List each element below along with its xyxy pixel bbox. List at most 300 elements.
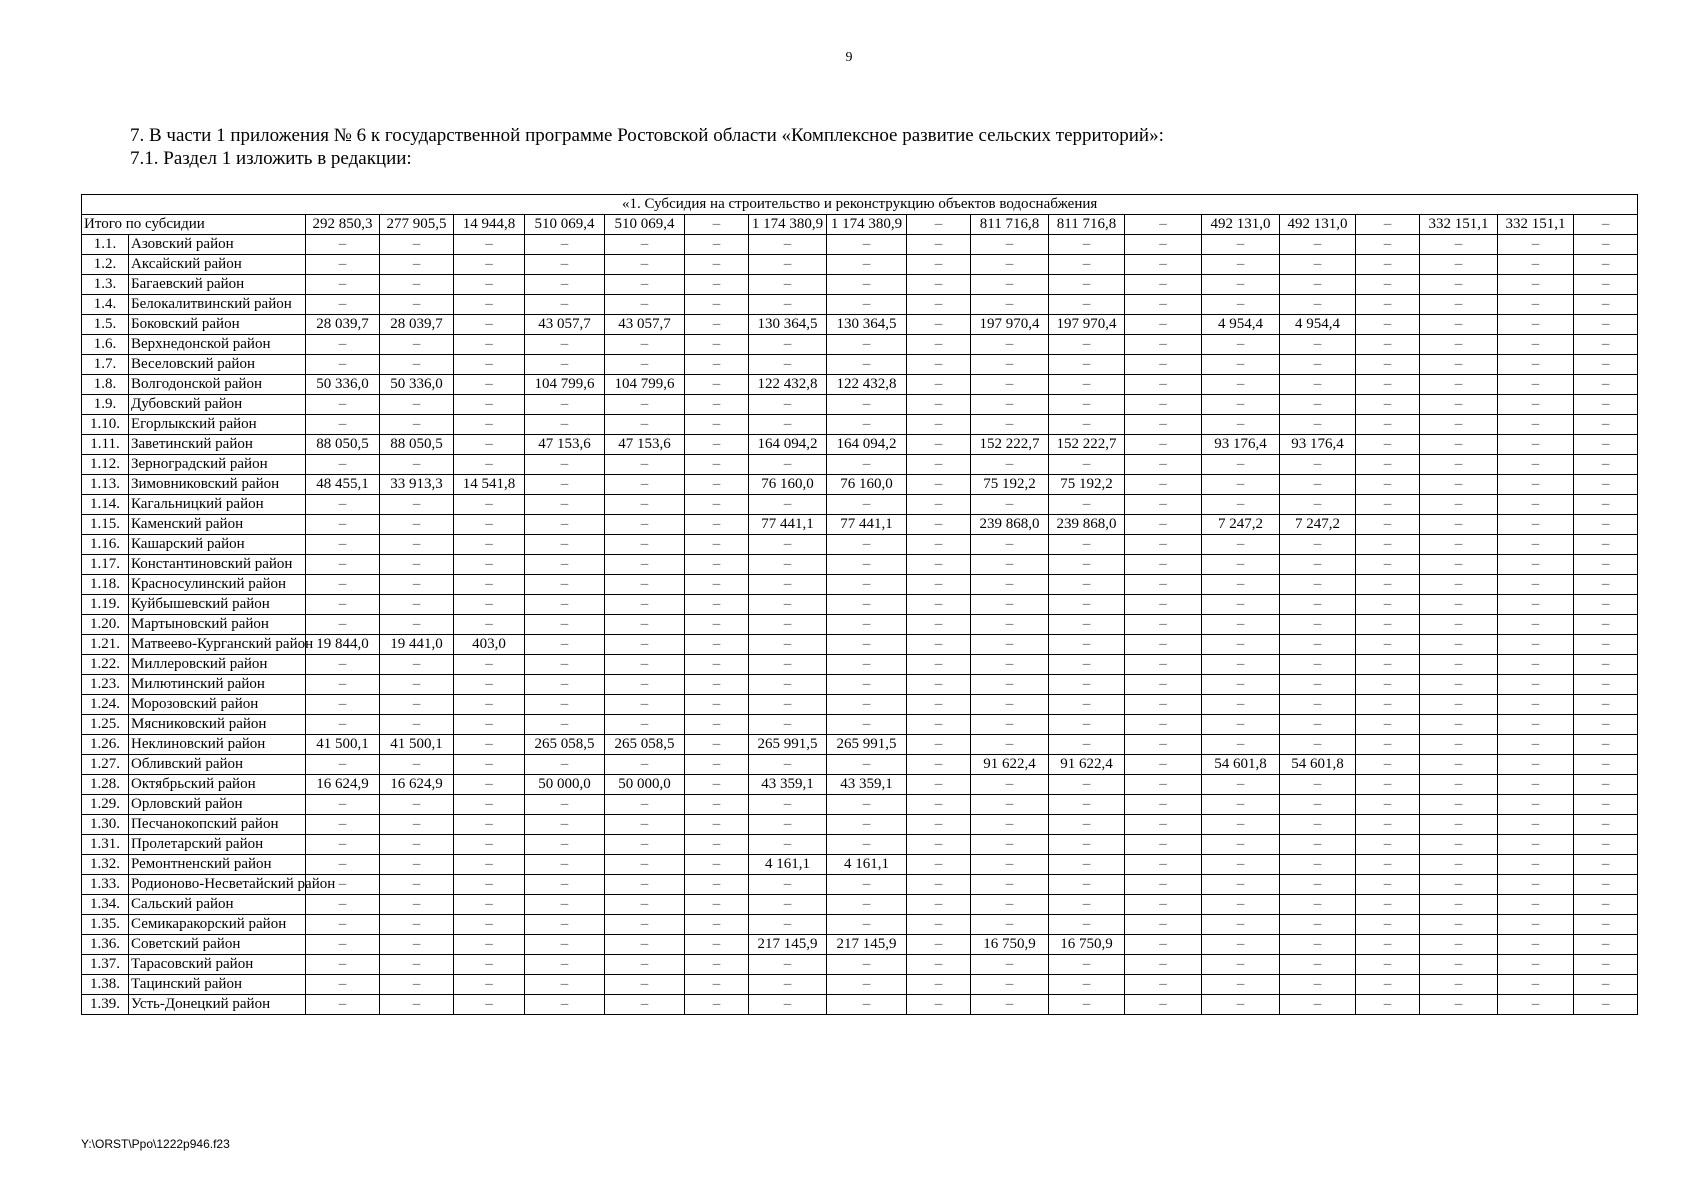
value-cell: – xyxy=(749,455,827,475)
value-cell: – xyxy=(827,575,907,595)
value-cell: – xyxy=(1049,715,1125,735)
value-cell: – xyxy=(1125,555,1202,575)
value-cell: – xyxy=(1420,415,1498,435)
value-cell: 265 991,5 xyxy=(827,735,907,755)
value-cell: – xyxy=(1574,295,1638,315)
district-name: Зимовниковский район xyxy=(129,475,306,495)
value-cell: – xyxy=(454,355,525,375)
value-cell: – xyxy=(1280,635,1356,655)
table-row xyxy=(82,895,1638,915)
value-cell: – xyxy=(1420,815,1498,835)
value-cell: – xyxy=(1356,655,1420,675)
value-cell: – xyxy=(306,295,380,315)
value-cell: 93 176,4 xyxy=(1202,435,1280,455)
value-cell: 28 039,7 xyxy=(306,315,380,335)
value-cell: – xyxy=(1498,715,1574,735)
value-cell: – xyxy=(1356,235,1420,255)
table-row xyxy=(82,655,1638,675)
value-cell: – xyxy=(1125,535,1202,555)
value-cell: – xyxy=(907,995,971,1015)
value-cell: – xyxy=(1498,875,1574,895)
paragraph-amendment: 7. В части 1 приложения № 6 к государственной программе Ростовской области «Комплексное развитие сельских территорий»: xyxy=(130,125,1164,146)
value-cell: – xyxy=(1356,335,1420,355)
value-cell: – xyxy=(380,615,454,635)
value-cell: – xyxy=(907,775,971,795)
value-cell: – xyxy=(1498,275,1574,295)
value-cell: – xyxy=(306,955,380,975)
value-cell: – xyxy=(971,835,1049,855)
value-cell: – xyxy=(1049,955,1125,975)
value-cell: – xyxy=(1420,595,1498,615)
value-cell: – xyxy=(971,655,1049,675)
value-cell: – xyxy=(1202,495,1280,515)
value-cell: – xyxy=(827,595,907,615)
value-cell: – xyxy=(1202,455,1280,475)
value-cell: – xyxy=(1574,815,1638,835)
value-cell: – xyxy=(380,515,454,535)
value-cell: – xyxy=(749,675,827,695)
value-cell: – xyxy=(380,855,454,875)
value-cell: – xyxy=(605,795,685,815)
value-cell: – xyxy=(306,755,380,775)
total-value-cell: 811 716,8 xyxy=(971,215,1049,235)
value-cell: – xyxy=(525,535,605,555)
value-cell: – xyxy=(971,335,1049,355)
value-cell: 77 441,1 xyxy=(749,515,827,535)
value-cell: – xyxy=(1574,515,1638,535)
value-cell: 403,0 xyxy=(454,635,525,655)
value-cell: – xyxy=(525,755,605,775)
value-cell: – xyxy=(454,715,525,735)
value-cell: – xyxy=(1420,455,1498,475)
value-cell: – xyxy=(1202,835,1280,855)
value-cell: – xyxy=(971,955,1049,975)
value-cell: – xyxy=(1420,275,1498,295)
value-cell: – xyxy=(827,275,907,295)
value-cell: – xyxy=(1049,835,1125,855)
table-row xyxy=(82,955,1638,975)
table-row xyxy=(82,575,1638,595)
row-number: 1.23. xyxy=(82,675,129,695)
value-cell: – xyxy=(1574,635,1638,655)
value-cell: – xyxy=(605,615,685,635)
value-cell: – xyxy=(525,915,605,935)
value-cell: – xyxy=(1049,675,1125,695)
value-cell: – xyxy=(749,835,827,855)
value-cell: – xyxy=(1280,675,1356,695)
value-cell: – xyxy=(907,735,971,755)
value-cell: – xyxy=(1049,635,1125,655)
district-name: Кагальницкий район xyxy=(129,495,306,515)
value-cell: – xyxy=(1125,895,1202,915)
value-cell: 14 541,8 xyxy=(454,475,525,495)
value-cell: – xyxy=(827,635,907,655)
row-number: 1.5. xyxy=(82,315,129,335)
district-name: Семикаракорский район xyxy=(129,915,306,935)
value-cell: – xyxy=(1202,615,1280,635)
value-cell: – xyxy=(1049,495,1125,515)
value-cell: – xyxy=(1498,755,1574,775)
value-cell: 122 432,8 xyxy=(749,375,827,395)
value-cell: – xyxy=(380,555,454,575)
value-cell: – xyxy=(1574,355,1638,375)
value-cell: – xyxy=(525,515,605,535)
value-cell: – xyxy=(907,695,971,715)
value-cell: – xyxy=(1574,995,1638,1015)
value-cell: – xyxy=(605,915,685,935)
table-row xyxy=(82,855,1638,875)
value-cell: 197 970,4 xyxy=(971,315,1049,335)
value-cell: – xyxy=(1420,315,1498,335)
value-cell: – xyxy=(749,795,827,815)
value-cell: – xyxy=(1049,735,1125,755)
total-value-cell: – xyxy=(1125,215,1202,235)
value-cell: – xyxy=(1202,555,1280,575)
value-cell: – xyxy=(907,675,971,695)
value-cell: – xyxy=(306,995,380,1015)
table-row xyxy=(82,375,1638,395)
value-cell: – xyxy=(685,595,749,615)
value-cell: – xyxy=(827,795,907,815)
value-cell: 43 359,1 xyxy=(827,775,907,795)
value-cell: – xyxy=(1356,275,1420,295)
value-cell: – xyxy=(525,555,605,575)
value-cell: – xyxy=(454,315,525,335)
value-cell: – xyxy=(1125,795,1202,815)
total-value-cell: – xyxy=(1574,215,1638,235)
value-cell: – xyxy=(1574,715,1638,735)
value-cell: – xyxy=(1125,395,1202,415)
subsidy-table xyxy=(81,194,1638,1015)
value-cell: – xyxy=(1125,815,1202,835)
value-cell: – xyxy=(749,875,827,895)
district-name: Верхнедонской район xyxy=(129,335,306,355)
row-number: 1.12. xyxy=(82,455,129,475)
value-cell: – xyxy=(685,335,749,355)
value-cell: – xyxy=(1498,915,1574,935)
value-cell: – xyxy=(1202,635,1280,655)
value-cell: – xyxy=(685,655,749,675)
value-cell: – xyxy=(971,875,1049,895)
value-cell: – xyxy=(749,495,827,515)
value-cell: – xyxy=(1280,255,1356,275)
value-cell: 197 970,4 xyxy=(1049,315,1125,335)
value-cell: – xyxy=(1202,475,1280,495)
district-name: Азовский район xyxy=(129,235,306,255)
value-cell: – xyxy=(1356,255,1420,275)
value-cell: – xyxy=(605,515,685,535)
row-number: 1.28. xyxy=(82,775,129,795)
value-cell: – xyxy=(605,275,685,295)
value-cell: – xyxy=(971,895,1049,915)
value-cell: – xyxy=(827,235,907,255)
value-cell: – xyxy=(1202,995,1280,1015)
table-row xyxy=(82,635,1638,655)
value-cell: 50 336,0 xyxy=(306,375,380,395)
value-cell: – xyxy=(454,255,525,275)
value-cell: – xyxy=(605,455,685,475)
value-cell: – xyxy=(306,335,380,355)
value-cell: – xyxy=(1125,295,1202,315)
value-cell: – xyxy=(1280,455,1356,475)
row-number: 1.4. xyxy=(82,295,129,315)
value-cell: 217 145,9 xyxy=(749,935,827,955)
value-cell: – xyxy=(1356,855,1420,875)
row-number: 1.17. xyxy=(82,555,129,575)
value-cell: – xyxy=(306,555,380,575)
value-cell: – xyxy=(1049,455,1125,475)
district-name: Матвеево-Курганский район xyxy=(129,635,306,655)
value-cell: – xyxy=(525,875,605,895)
district-name: Егорлыкский район xyxy=(129,415,306,435)
value-cell: 77 441,1 xyxy=(827,515,907,535)
value-cell: – xyxy=(306,875,380,895)
value-cell: – xyxy=(971,675,1049,695)
value-cell: – xyxy=(525,575,605,595)
value-cell: – xyxy=(1498,735,1574,755)
value-cell: – xyxy=(1574,555,1638,575)
value-cell: – xyxy=(1574,455,1638,475)
value-cell: – xyxy=(685,495,749,515)
value-cell: 239 868,0 xyxy=(1049,515,1125,535)
value-cell: – xyxy=(1420,655,1498,675)
value-cell: – xyxy=(685,875,749,895)
value-cell: – xyxy=(605,635,685,655)
value-cell: – xyxy=(827,995,907,1015)
value-cell: – xyxy=(685,375,749,395)
value-cell: – xyxy=(1574,975,1638,995)
value-cell: – xyxy=(380,395,454,415)
value-cell: – xyxy=(1202,595,1280,615)
total-label: Итого по субсидии xyxy=(82,215,306,235)
value-cell: 164 094,2 xyxy=(827,435,907,455)
value-cell: – xyxy=(1356,535,1420,555)
value-cell: – xyxy=(971,295,1049,315)
value-cell: – xyxy=(525,275,605,295)
district-name: Боковский район xyxy=(129,315,306,335)
value-cell: – xyxy=(749,635,827,655)
value-cell: – xyxy=(1574,575,1638,595)
value-cell: – xyxy=(685,955,749,975)
value-cell: – xyxy=(1125,635,1202,655)
value-cell: 7 247,2 xyxy=(1202,515,1280,535)
district-name: Неклиновский район xyxy=(129,735,306,755)
value-cell: – xyxy=(1356,295,1420,315)
value-cell: – xyxy=(1498,255,1574,275)
value-cell: – xyxy=(971,775,1049,795)
value-cell: – xyxy=(1049,775,1125,795)
value-cell: – xyxy=(827,495,907,515)
value-cell: – xyxy=(749,555,827,575)
value-cell: – xyxy=(1574,595,1638,615)
value-cell: – xyxy=(1420,575,1498,595)
value-cell: – xyxy=(749,895,827,915)
value-cell: – xyxy=(306,855,380,875)
value-cell: – xyxy=(454,375,525,395)
value-cell: – xyxy=(1356,955,1420,975)
value-cell: – xyxy=(605,755,685,775)
total-row xyxy=(82,215,1638,235)
value-cell: – xyxy=(1420,755,1498,775)
value-cell: – xyxy=(907,895,971,915)
value-cell: – xyxy=(380,815,454,835)
value-cell: – xyxy=(971,715,1049,735)
value-cell: – xyxy=(454,515,525,535)
value-cell: 88 050,5 xyxy=(306,435,380,455)
value-cell: – xyxy=(380,955,454,975)
value-cell: 76 160,0 xyxy=(827,475,907,495)
district-name: Песчанокопский район xyxy=(129,815,306,835)
table-row xyxy=(82,595,1638,615)
value-cell: – xyxy=(971,595,1049,615)
value-cell: – xyxy=(907,875,971,895)
value-cell: – xyxy=(827,535,907,555)
value-cell: – xyxy=(971,235,1049,255)
value-cell: – xyxy=(525,595,605,615)
value-cell: – xyxy=(1574,655,1638,675)
value-cell: 4 954,4 xyxy=(1202,315,1280,335)
value-cell: 122 432,8 xyxy=(827,375,907,395)
value-cell: – xyxy=(827,695,907,715)
value-cell: – xyxy=(306,835,380,855)
value-cell: – xyxy=(971,535,1049,555)
value-cell: – xyxy=(1356,915,1420,935)
table-title-row xyxy=(82,195,1638,215)
value-cell: – xyxy=(380,975,454,995)
district-name: Каменский район xyxy=(129,515,306,535)
value-cell: – xyxy=(1420,615,1498,635)
value-cell: – xyxy=(749,415,827,435)
row-number: 1.35. xyxy=(82,915,129,935)
value-cell: – xyxy=(605,495,685,515)
value-cell: – xyxy=(1049,535,1125,555)
total-value-cell: 492 131,0 xyxy=(1202,215,1280,235)
value-cell: – xyxy=(1574,855,1638,875)
value-cell: – xyxy=(685,815,749,835)
value-cell: – xyxy=(454,935,525,955)
value-cell: – xyxy=(685,935,749,955)
value-cell: – xyxy=(1202,655,1280,675)
value-cell: 41 500,1 xyxy=(380,735,454,755)
value-cell: – xyxy=(1498,495,1574,515)
value-cell: – xyxy=(454,415,525,435)
value-cell: – xyxy=(525,675,605,695)
value-cell: – xyxy=(1049,655,1125,675)
value-cell: – xyxy=(454,675,525,695)
value-cell: – xyxy=(1420,535,1498,555)
value-cell: – xyxy=(1498,415,1574,435)
value-cell: – xyxy=(749,915,827,935)
value-cell: – xyxy=(1498,475,1574,495)
value-cell: – xyxy=(907,975,971,995)
value-cell: – xyxy=(907,655,971,675)
row-number: 1.29. xyxy=(82,795,129,815)
value-cell: – xyxy=(306,915,380,935)
value-cell: 47 153,6 xyxy=(605,435,685,455)
value-cell: 54 601,8 xyxy=(1202,755,1280,775)
value-cell: – xyxy=(1498,655,1574,675)
value-cell: 41 500,1 xyxy=(306,735,380,755)
value-cell: – xyxy=(380,895,454,915)
value-cell: – xyxy=(1574,775,1638,795)
district-name: Милютинский район xyxy=(129,675,306,695)
district-name: Волгодонской район xyxy=(129,375,306,395)
value-cell: – xyxy=(1280,995,1356,1015)
value-cell: – xyxy=(1125,615,1202,635)
district-name: Тацинский район xyxy=(129,975,306,995)
value-cell: – xyxy=(1049,815,1125,835)
total-value-cell: 492 131,0 xyxy=(1280,215,1356,235)
value-cell: – xyxy=(1574,375,1638,395)
row-number: 1.26. xyxy=(82,735,129,755)
district-name: Багаевский район xyxy=(129,275,306,295)
value-cell: – xyxy=(1049,855,1125,875)
value-cell: – xyxy=(306,535,380,555)
value-cell: – xyxy=(1049,895,1125,915)
total-value-cell: 14 944,8 xyxy=(454,215,525,235)
value-cell: 93 176,4 xyxy=(1280,435,1356,455)
value-cell: – xyxy=(1498,995,1574,1015)
value-cell: 33 913,3 xyxy=(380,475,454,495)
value-cell: – xyxy=(1498,355,1574,375)
value-cell: – xyxy=(907,855,971,875)
value-cell: – xyxy=(306,495,380,515)
value-cell: – xyxy=(306,455,380,475)
row-number: 1.37. xyxy=(82,955,129,975)
value-cell: 43 057,7 xyxy=(605,315,685,335)
value-cell: – xyxy=(1356,415,1420,435)
value-cell: – xyxy=(605,715,685,735)
value-cell: 265 991,5 xyxy=(749,735,827,755)
row-number: 1.33. xyxy=(82,875,129,895)
value-cell: – xyxy=(454,335,525,355)
value-cell: – xyxy=(1280,975,1356,995)
value-cell: – xyxy=(749,535,827,555)
district-name: Орловский район xyxy=(129,795,306,815)
value-cell: – xyxy=(1356,515,1420,535)
value-cell: 43 359,1 xyxy=(749,775,827,795)
value-cell: – xyxy=(1049,275,1125,295)
value-cell: – xyxy=(380,355,454,375)
value-cell: – xyxy=(454,555,525,575)
value-cell: – xyxy=(827,975,907,995)
district-name: Морозовский район xyxy=(129,695,306,715)
value-cell: – xyxy=(380,335,454,355)
value-cell: – xyxy=(605,475,685,495)
value-cell: – xyxy=(306,935,380,955)
value-cell: 164 094,2 xyxy=(749,435,827,455)
value-cell: – xyxy=(685,855,749,875)
value-cell: – xyxy=(454,875,525,895)
value-cell: – xyxy=(1125,955,1202,975)
value-cell: – xyxy=(1202,695,1280,715)
row-number: 1.39. xyxy=(82,995,129,1015)
value-cell: – xyxy=(1125,575,1202,595)
page-number: 9 xyxy=(845,50,853,65)
value-cell: – xyxy=(1049,395,1125,415)
table-row xyxy=(82,415,1638,435)
value-cell: – xyxy=(1574,735,1638,755)
value-cell: – xyxy=(525,635,605,655)
district-name: Куйбышевский район xyxy=(129,595,306,615)
value-cell: – xyxy=(1420,295,1498,315)
value-cell: – xyxy=(1202,955,1280,975)
value-cell: – xyxy=(1420,695,1498,715)
table-row xyxy=(82,995,1638,1015)
district-name: Заветинский район xyxy=(129,435,306,455)
value-cell: – xyxy=(827,875,907,895)
table-row xyxy=(82,395,1638,415)
